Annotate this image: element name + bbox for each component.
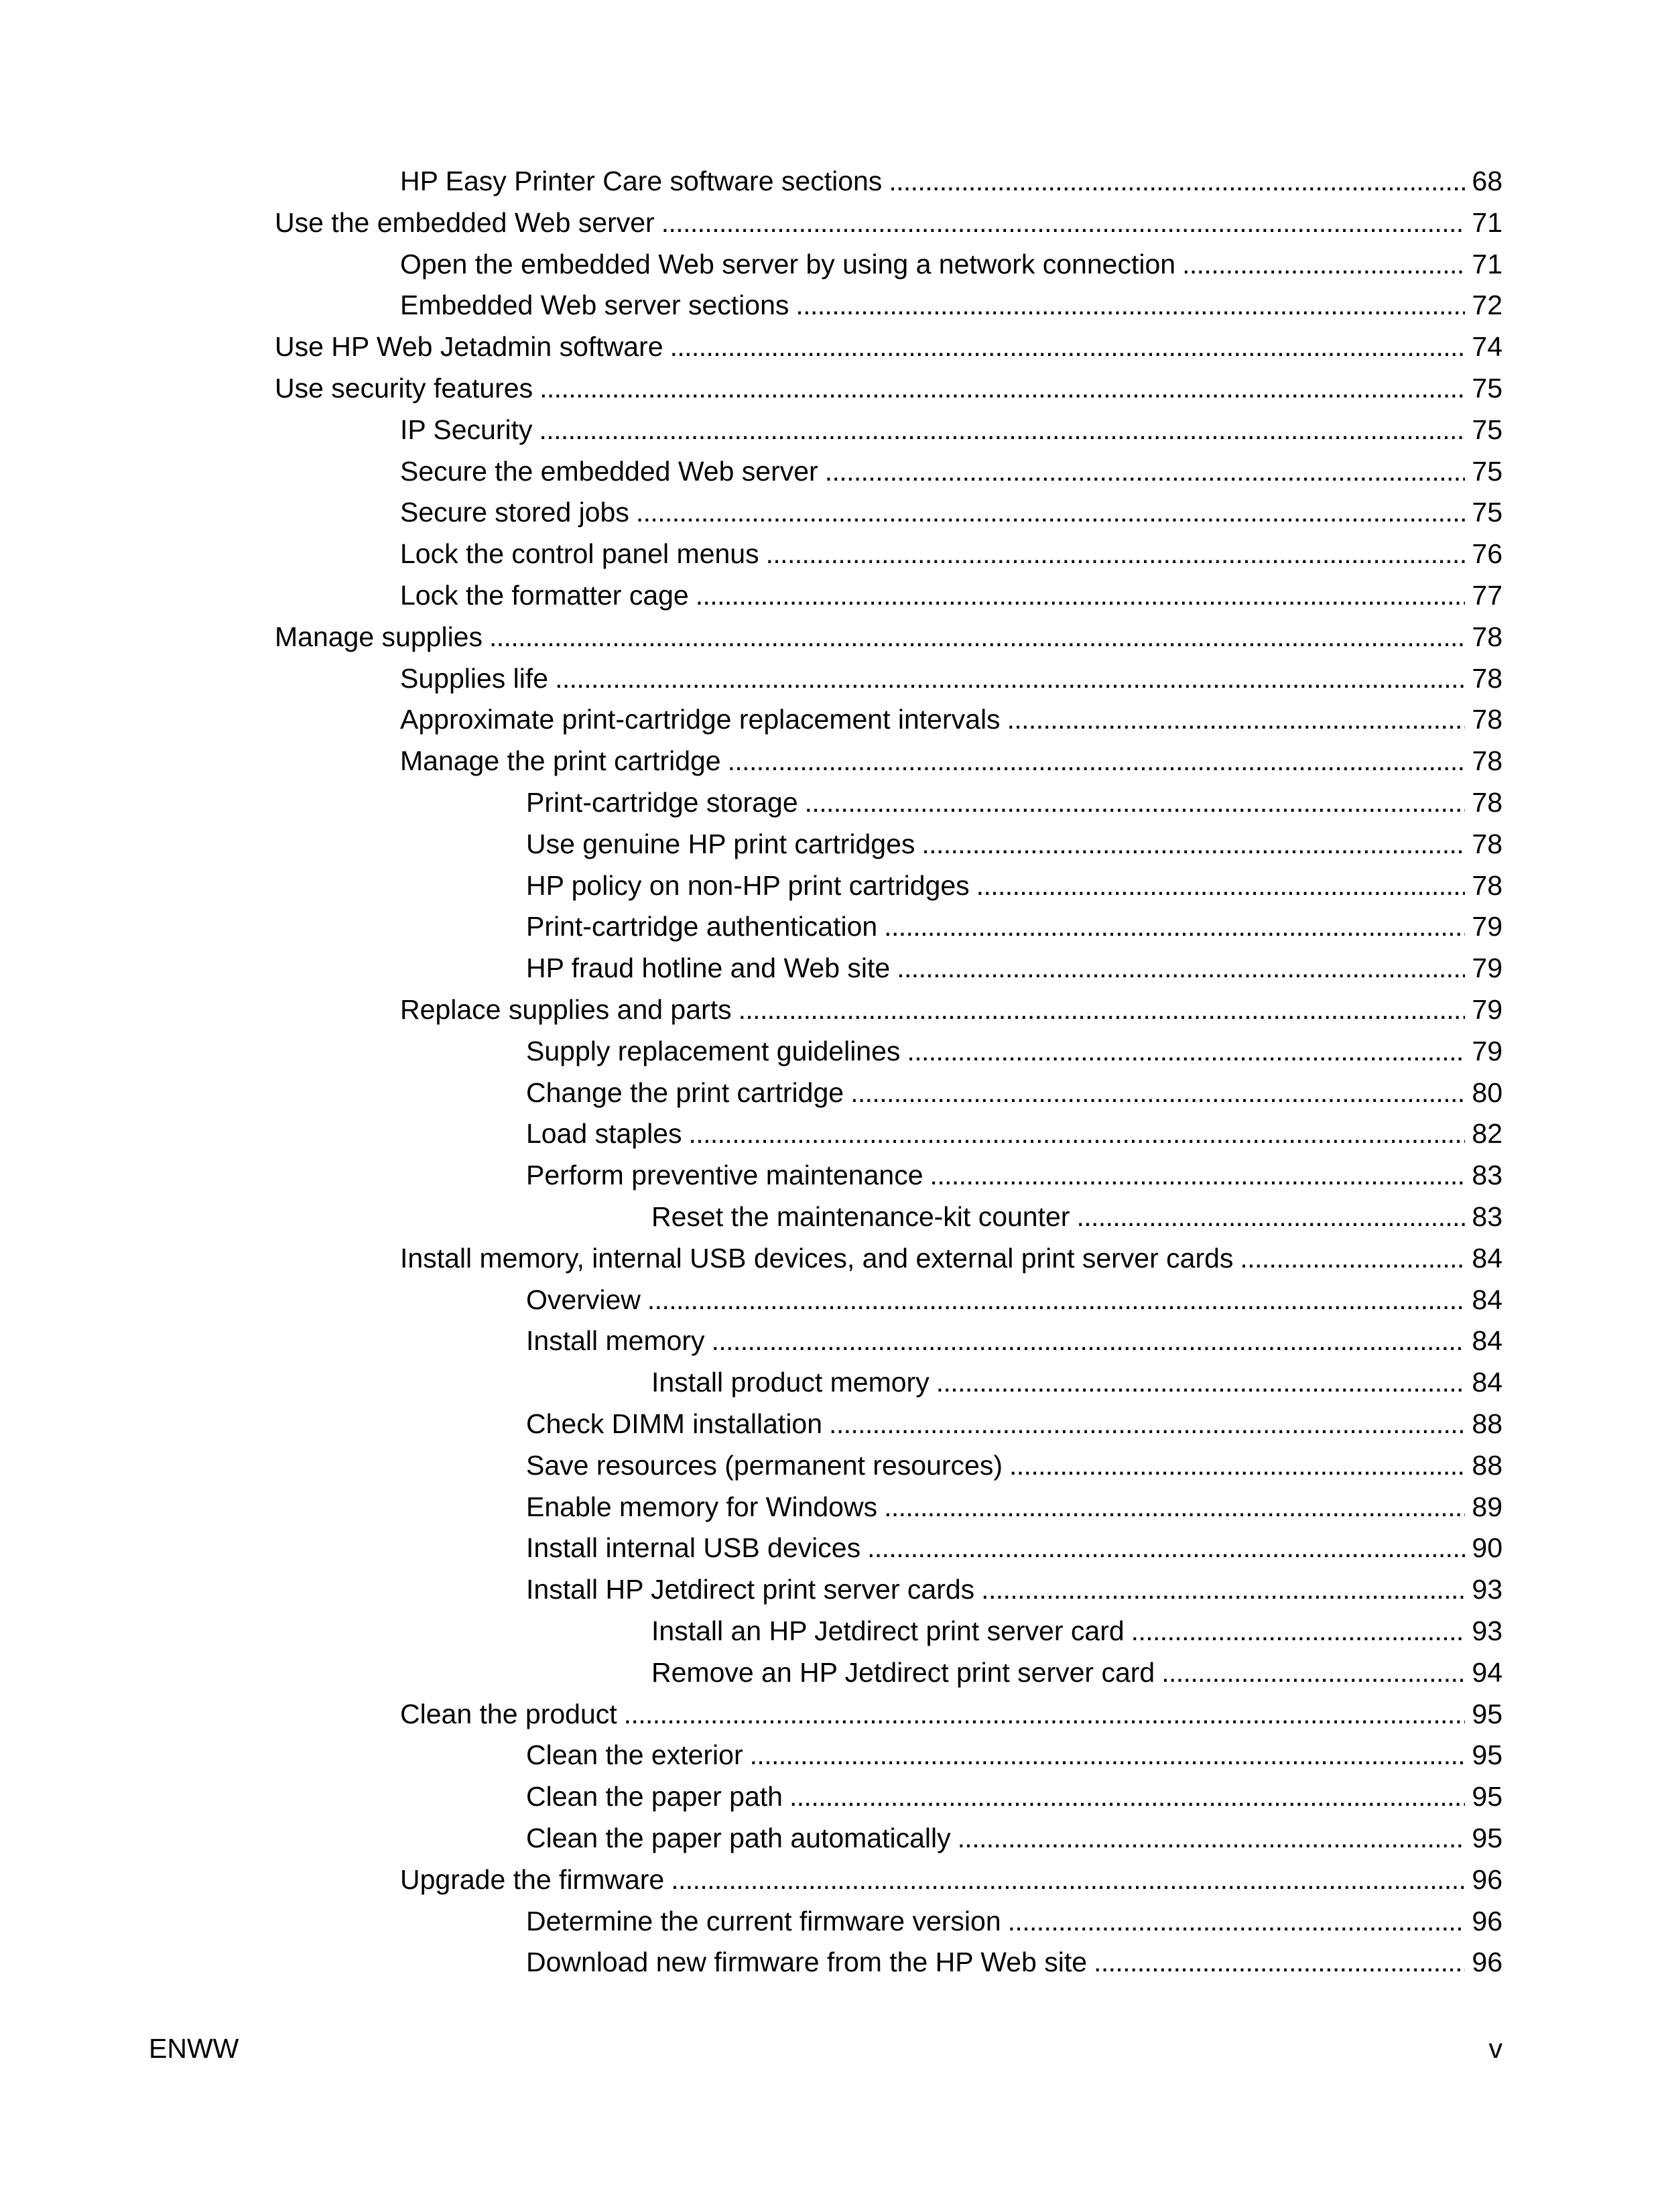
toc-entry-page-number: 84: [1472, 1325, 1503, 1356]
toc-entry[interactable]: [651, 1361, 1503, 1403]
dot-leader: [897, 947, 1465, 989]
toc-entry-title: Remove an HP Jetdirect print server card: [651, 1657, 1155, 1688]
dot-leader: [1007, 698, 1466, 740]
toc-entry-page-number: 89: [1472, 1491, 1503, 1522]
toc-entry-title: Install internal USB devices: [526, 1532, 861, 1563]
dot-leader: [789, 1776, 1465, 1817]
toc-entry-page-number: 82: [1472, 1118, 1503, 1149]
dot-leader: [795, 284, 1465, 326]
dot-leader: [921, 823, 1465, 865]
toc-entry[interactable]: [526, 906, 1503, 947]
toc-entry-page-number: 72: [1472, 290, 1503, 320]
dot-leader: [850, 1072, 1465, 1113]
toc-entry-page-number: 94: [1472, 1657, 1503, 1688]
toc-entry-page-number: 96: [1472, 1864, 1503, 1895]
dot-leader: [671, 1859, 1465, 1900]
toc-entry-page-number: 95: [1472, 1823, 1503, 1853]
toc-entry[interactable]: [526, 1030, 1503, 1072]
dot-leader: [884, 906, 1465, 947]
toc-entry[interactable]: [275, 616, 1503, 658]
toc-entry-title: Upgrade the firmware: [400, 1864, 665, 1895]
toc-entry-page-number: 75: [1472, 373, 1503, 404]
toc-entry-title: Clean the exterior: [526, 1739, 743, 1770]
toc-entry[interactable]: [526, 1486, 1503, 1528]
toc-entry-page-number: 93: [1472, 1615, 1503, 1646]
dot-leader: [907, 1030, 1465, 1072]
toc-entry-title: Clean the product: [400, 1699, 617, 1729]
toc-entry-page-number: 84: [1472, 1367, 1503, 1398]
toc-entry-title: Open the embedded Web server by using a network connection: [400, 249, 1176, 280]
toc-entry-title: Reset the maintenance-kit counter: [651, 1201, 1070, 1232]
toc-entry-page-number: 84: [1472, 1243, 1503, 1274]
toc-entry-title: Lock the control panel menus: [400, 538, 759, 569]
toc-entry-page-number: 78: [1472, 828, 1503, 859]
page-number: v: [1488, 2033, 1503, 2064]
toc-entry-page-number: 96: [1472, 1947, 1503, 1977]
toc-entry-title: Replace supplies and parts: [400, 994, 732, 1025]
toc-entry-title: Use HP Web Jetadmin software: [275, 331, 663, 362]
toc-entry-page-number: 80: [1472, 1077, 1503, 1108]
toc-entry[interactable]: [400, 1859, 1503, 1900]
toc-entry[interactable]: [526, 1900, 1503, 1942]
toc-entry[interactable]: [400, 574, 1503, 616]
dot-leader: [1008, 1900, 1466, 1942]
toc-entry-page-number: 74: [1472, 331, 1503, 362]
toc-entry-page-number: 71: [1472, 207, 1503, 238]
toc-entry-page-number: 77: [1472, 580, 1503, 611]
toc-entry[interactable]: [400, 243, 1503, 285]
toc-entry[interactable]: [400, 658, 1503, 699]
toc-entry-title: Lock the formatter cage: [400, 580, 689, 611]
toc-entry-page-number: 79: [1472, 911, 1503, 942]
dot-leader: [539, 367, 1465, 409]
dot-leader: [867, 1527, 1465, 1569]
toc-entry[interactable]: [275, 326, 1503, 367]
toc-entry-page-number: 83: [1472, 1160, 1503, 1190]
toc-entry[interactable]: [526, 1734, 1503, 1776]
toc-entry-page-number: 75: [1472, 497, 1503, 528]
toc-entry-page-number: 84: [1472, 1284, 1503, 1315]
toc-entry-page-number: 78: [1472, 704, 1503, 735]
toc-entry-page-number: 78: [1472, 787, 1503, 818]
toc-entry-title: Supplies life: [400, 663, 549, 694]
toc-entry-page-number: 96: [1472, 1906, 1503, 1937]
toc-entry-title: Save resources (permanent resources): [526, 1450, 1003, 1481]
toc-entry-title: Download new firmware from the HP Web site: [526, 1947, 1088, 1977]
toc-entry-page-number: 78: [1472, 745, 1503, 776]
toc-entry[interactable]: [526, 1279, 1503, 1320]
toc-entry-title: HP fraud hotline and Web site: [526, 953, 891, 983]
toc-entry[interactable]: [651, 1196, 1503, 1237]
toc-entry-page-number: 95: [1472, 1781, 1503, 1812]
toc-entry-title: Install an HP Jetdirect print server card: [651, 1615, 1125, 1646]
toc-entry[interactable]: [400, 160, 1503, 202]
toc-entry-title: HP Easy Printer Care software sections: [400, 166, 883, 196]
toc-entry[interactable]: [526, 1776, 1503, 1817]
toc-entry-title: HP policy on non-HP print cartridges: [526, 870, 970, 901]
toc-entry-title: Overview: [526, 1284, 641, 1315]
toc-entry-title: Use genuine HP print cartridges: [526, 828, 915, 859]
toc-entry[interactable]: [400, 698, 1503, 740]
toc-entry-title: Use security features: [275, 373, 533, 404]
toc-entry-page-number: 88: [1472, 1408, 1503, 1439]
toc-entry[interactable]: [400, 450, 1503, 492]
toc-entry-title: Install HP Jetdirect print server cards: [526, 1574, 975, 1605]
toc-entry[interactable]: [526, 1445, 1503, 1486]
toc-entry-title: IP Security: [400, 414, 533, 445]
dot-leader: [636, 491, 1466, 533]
toc-entry[interactable]: [526, 1527, 1503, 1569]
toc-entry[interactable]: [526, 1403, 1503, 1445]
dot-leader: [670, 326, 1466, 367]
toc-entry-page-number: 75: [1472, 414, 1503, 445]
dot-leader: [936, 1361, 1466, 1403]
toc-entry-title: Manage the print cartridge: [400, 745, 721, 776]
dot-leader: [1240, 1237, 1465, 1279]
dot-leader: [739, 989, 1466, 1030]
toc-entry-title: Supply replacement guidelines: [526, 1036, 901, 1066]
dot-leader: [889, 160, 1465, 202]
dot-leader: [1182, 243, 1465, 285]
toc-entry-page-number: 95: [1472, 1699, 1503, 1729]
toc-entry[interactable]: [400, 284, 1503, 326]
toc-entry-title: Secure stored jobs: [400, 497, 629, 528]
toc-entry-title: Secure the embedded Web server: [400, 456, 818, 487]
toc-entry[interactable]: [526, 782, 1503, 823]
dot-leader: [696, 574, 1466, 616]
toc-entry-page-number: 71: [1472, 249, 1503, 280]
toc-entry-title: Install memory: [526, 1325, 705, 1356]
toc-entry-title: Embedded Web server sections: [400, 290, 789, 320]
toc-entry-title: Clean the paper path automatically: [526, 1823, 951, 1853]
dot-leader: [489, 616, 1465, 658]
dot-leader: [805, 782, 1466, 823]
toc-entry-page-number: 95: [1472, 1739, 1503, 1770]
toc-entry-title: Enable memory for Windows: [526, 1491, 878, 1522]
toc-entry-page-number: 68: [1472, 166, 1503, 196]
toc-entry[interactable]: [400, 1237, 1503, 1279]
toc-entry[interactable]: [400, 1693, 1503, 1735]
toc-entry-page-number: 78: [1472, 663, 1503, 694]
dot-leader: [1161, 1652, 1465, 1693]
dot-leader: [661, 202, 1466, 243]
toc-entry-title: Clean the paper path: [526, 1781, 783, 1812]
toc-entry-page-number: 90: [1472, 1532, 1503, 1563]
toc-entry[interactable]: [526, 823, 1503, 865]
toc-entry-page-number: 78: [1472, 621, 1503, 652]
dot-leader: [624, 1693, 1466, 1735]
toc-entry-title: Change the print cartridge: [526, 1077, 844, 1108]
toc-entry[interactable]: [400, 491, 1503, 533]
toc-entry-title: Perform preventive maintenance: [526, 1160, 923, 1190]
toc-entry-title: Load staples: [526, 1118, 682, 1149]
toc-entry-title: Determine the current firmware version: [526, 1906, 1001, 1937]
footer-label: ENWW: [149, 2033, 239, 2064]
dot-leader: [689, 1113, 1466, 1154]
toc-entry-title: Manage supplies: [275, 621, 483, 652]
toc-entry[interactable]: [651, 1610, 1503, 1652]
dot-leader: [712, 1320, 1466, 1361]
toc-entry[interactable]: [275, 367, 1503, 409]
dot-leader: [930, 1154, 1466, 1196]
dot-leader: [829, 1403, 1465, 1445]
dot-leader: [647, 1279, 1466, 1320]
toc-entry[interactable]: [400, 409, 1503, 450]
toc-entry[interactable]: [526, 865, 1503, 906]
toc-entry[interactable]: [526, 1320, 1503, 1361]
toc-entry-page-number: 83: [1472, 1201, 1503, 1232]
dot-leader: [1076, 1196, 1465, 1237]
toc-entry-page-number: 79: [1472, 953, 1503, 983]
toc-entry[interactable]: [275, 202, 1503, 243]
toc-entry-title: Use the embedded Web server: [275, 207, 655, 238]
toc-entry[interactable]: [526, 1072, 1503, 1113]
toc-entry-page-number: 75: [1472, 456, 1503, 487]
toc-entry[interactable]: [526, 1113, 1503, 1154]
toc-entry-title: Check DIMM installation: [526, 1408, 823, 1439]
toc-entry[interactable]: [526, 1154, 1503, 1196]
dot-leader: [750, 1734, 1466, 1776]
toc-entry-page-number: 78: [1472, 870, 1503, 901]
toc-entry[interactable]: [526, 947, 1503, 989]
toc-entry-title: Install memory, internal USB devices, and external print server cards: [400, 1243, 1234, 1274]
dot-leader: [958, 1817, 1466, 1859]
dot-leader: [884, 1486, 1465, 1528]
toc-entry-title: Print-cartridge storage: [526, 787, 798, 818]
dot-leader: [766, 533, 1466, 574]
toc-entry-page-number: 76: [1472, 538, 1503, 569]
toc-entry[interactable]: [526, 1569, 1503, 1610]
toc-entry-title: Print-cartridge authentication: [526, 911, 878, 942]
toc-entry[interactable]: [400, 989, 1503, 1030]
toc-entry[interactable]: [400, 740, 1503, 782]
toc-entry-page-number: 88: [1472, 1450, 1503, 1481]
toc-entry[interactable]: [526, 1941, 1503, 1983]
dot-leader: [1094, 1941, 1465, 1983]
dot-leader: [539, 409, 1466, 450]
toc-entry-title: Approximate print-cartridge replacement intervals: [400, 704, 1001, 735]
toc-entry-title: Install product memory: [651, 1367, 930, 1398]
toc-entry-page-number: 93: [1472, 1574, 1503, 1605]
toc-entry[interactable]: [651, 1652, 1503, 1693]
dot-leader: [825, 450, 1466, 492]
dot-leader: [976, 865, 1466, 906]
dot-leader: [1009, 1445, 1465, 1486]
dot-leader: [555, 658, 1465, 699]
dot-leader: [981, 1569, 1465, 1610]
toc-entry-page-number: 79: [1472, 994, 1503, 1025]
toc-entry[interactable]: [400, 533, 1503, 574]
toc-entry-page-number: 79: [1472, 1036, 1503, 1066]
toc-entry[interactable]: [526, 1817, 1503, 1859]
dot-leader: [728, 740, 1466, 782]
dot-leader: [1131, 1610, 1466, 1652]
